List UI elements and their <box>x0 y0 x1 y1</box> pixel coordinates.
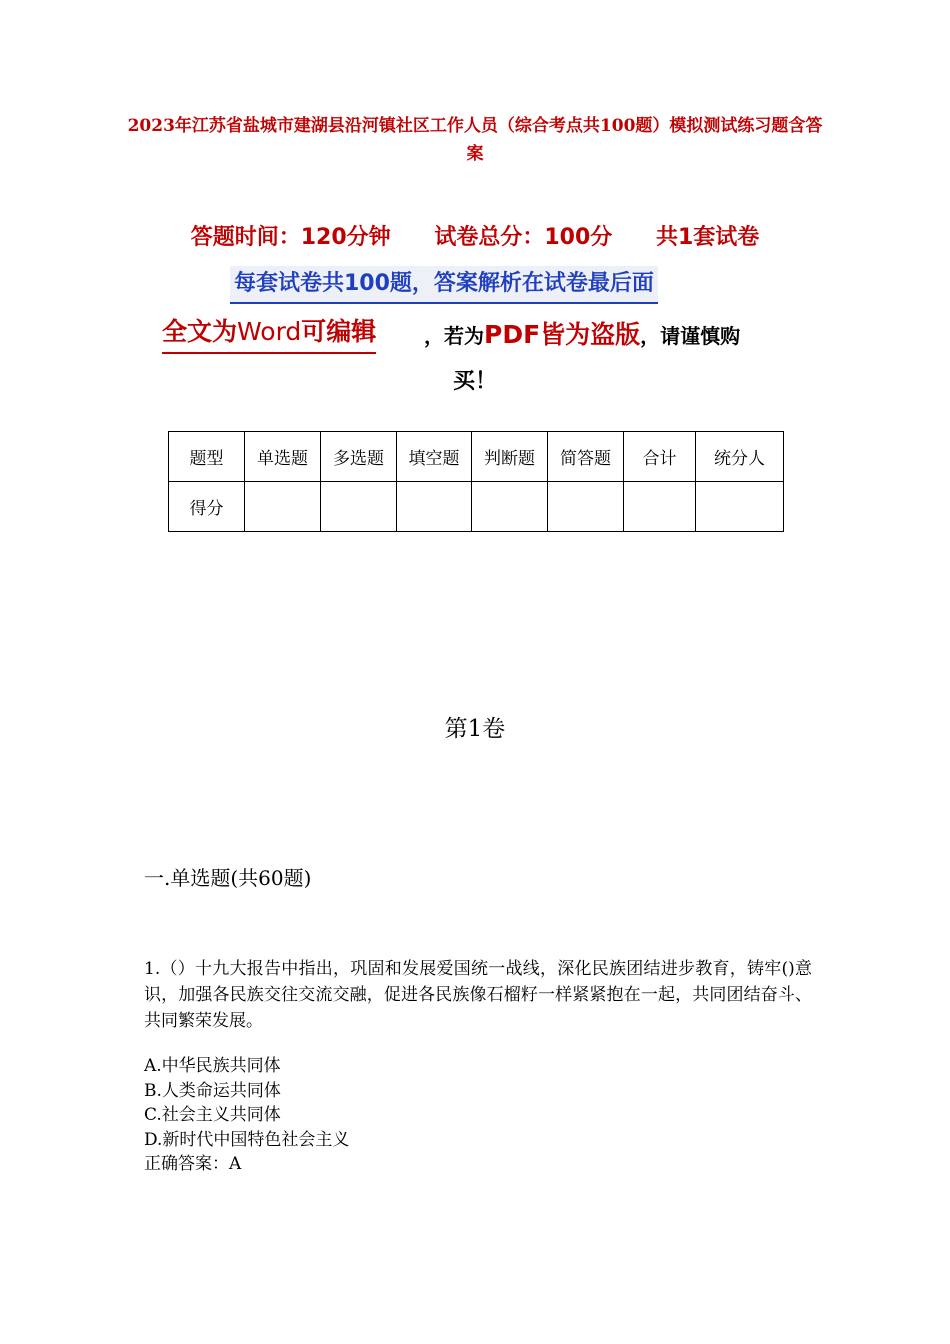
row-label-score: 得分 <box>169 482 245 532</box>
score-cell <box>397 482 472 532</box>
edit-warning <box>162 312 376 354</box>
warning-part4: 皆为盗版 <box>540 320 641 349</box>
option-d: D.新时代中国特色社会主义 <box>144 1129 350 1150</box>
answer-notice: 每套试卷共100题，答案解析在试卷最后面 <box>230 266 658 304</box>
option-c: C.社会主义共同体 <box>144 1105 281 1125</box>
correct-answer: 正确答案：A <box>144 1154 242 1174</box>
question-text: 1.（）十九大报告中指出，巩固和发展爱国统一战线，深化民族团结进步教育，铸牢()意识，加强各民族交往交流交融，促进各民族像石榴籽一样紧紧抱在一起，共同团结奋斗、共同繁荣发展。 <box>144 959 812 1031</box>
section-title: 一.单选题(共60题) <box>144 866 312 890</box>
warning-comma1: ， <box>424 324 444 348</box>
score-table-score-row <box>169 482 784 532</box>
option-a: A.中华民族共同体 <box>144 1056 281 1076</box>
warning-part2: 可编辑 <box>301 317 377 346</box>
header-true-false: 判断题 <box>472 432 548 482</box>
score-cell <box>321 482 397 532</box>
header-multi-choice: 多选题 <box>321 432 397 482</box>
volume-heading: 第1卷 <box>444 716 506 742</box>
score-cell <box>472 482 548 532</box>
header-short-answer: 简答题 <box>548 432 624 482</box>
warning-line2: 买！ <box>452 369 497 394</box>
warning-comma2: ， <box>640 324 661 348</box>
document-title: 2023年江苏省盐城市建湖县沿河镇社区工作人员（综合考点共100题）模拟测试练习题含答案 <box>127 116 823 164</box>
warning-part1: 全文为 <box>162 317 238 346</box>
score-cell <box>245 482 321 532</box>
warning-part5: 请谨慎购 <box>660 324 741 348</box>
warning-pdf: PDF <box>484 320 541 349</box>
header-single-choice: 单选题 <box>245 432 321 482</box>
warning-part3: 若为 <box>444 324 484 348</box>
exam-sets: 共1套试卷 <box>655 225 760 250</box>
option-b: B.人类命运共同体 <box>144 1080 281 1101</box>
header-total: 合计 <box>624 432 696 482</box>
header-type: 题型 <box>169 432 245 482</box>
header-fill-blank: 填空题 <box>397 432 472 482</box>
piracy-warning <box>424 315 740 358</box>
question-options <box>144 1054 349 1177</box>
warning-word: Word <box>237 317 302 346</box>
exam-time: 答题时间：120分钟 <box>190 225 391 250</box>
exam-total-score: 试卷总分：100分 <box>434 225 613 250</box>
header-scorer: 统分人 <box>696 432 784 482</box>
score-table-header-row <box>169 432 784 482</box>
score-cell <box>624 482 696 532</box>
score-cell <box>696 482 784 532</box>
exam-meta <box>0 220 950 251</box>
score-table <box>168 431 784 532</box>
score-cell <box>548 482 624 532</box>
